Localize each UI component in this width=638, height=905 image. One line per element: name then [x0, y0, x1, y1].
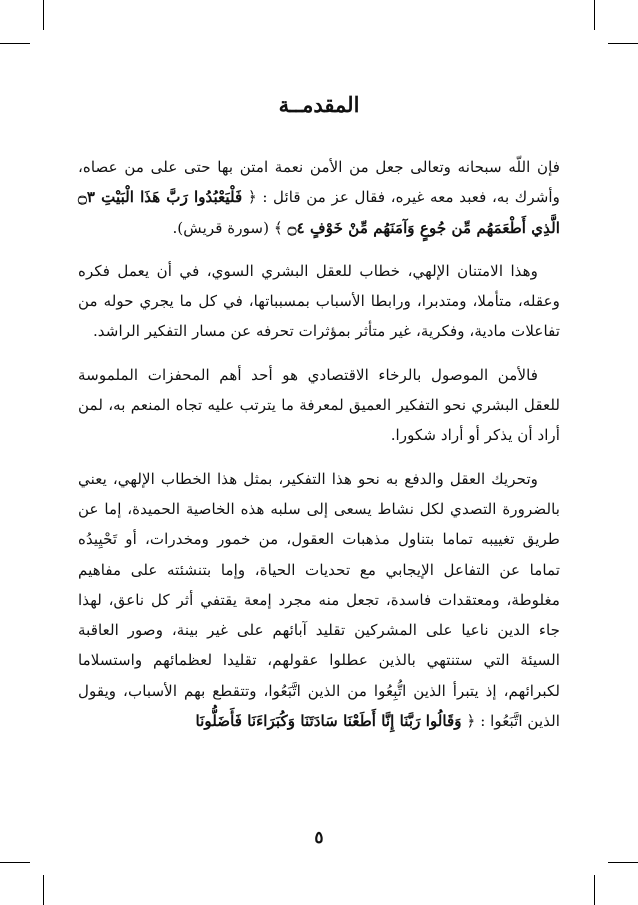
paragraph-4	[78, 464, 560, 737]
crop-mark-bottom-left-v	[43, 875, 44, 905]
crop-mark-bottom-right-v	[594, 875, 595, 905]
page-title: المقدمــة	[278, 92, 360, 117]
paragraph-3: فالأمن الموصول بالرخاء الاقتصادي هو أحد أهم المحفزات الملموسة للعقل البشري نحو التفكير العميق لمعرفة ما يترتب عليه تجاه المنعم به، لمن أراد أن يذكر أو أراد شكورا.	[78, 365, 560, 445]
quran-verse-quraysh: فَلْيَعْبُدُوا رَبَّ هَذَا الْبَيْتِ ۝٣ الَّذِي أَطْعَمَهُم مِّن جُوعٍ وَآمَنَهُم مِّنْ خَوْفٍ ۝٤	[78, 188, 560, 237]
paragraph-2: وهذا الامتنان الإلهي، خطاب للعقل البشري السوي، في أن يعمل فكره وعقله، متأملا، ومتدبرا، ورابطا الأسباب بمسبباتها، في كل ما يجري حوله من تفاعلات مادية، وفكرية، غير متأثر بمؤثرات تحرفه عن مسار التفكير الراشد.	[78, 261, 560, 341]
page-number: ٥	[314, 828, 324, 848]
body-text	[78, 152, 560, 749]
quran-verse-ahzab: وَقَالُوا رَبَّنَا إِنَّا أَطَعْنَا سَادَتَنَا وَكُبَرَاءَنَا فَأَضَلُّونَا	[195, 712, 462, 731]
paragraph-1-text: فإن اللّه سبحانه وتعالى جعل من الأمن نعمة امتن بها حتى على من عصاه، وأشرك به، فعبد معه غيره، فقال عز من قائل : ﴿	[78, 158, 560, 207]
paragraph-4-text: وتحريك العقل والدفع به نحو هذا التفكير، بمثل هذا الخطاب الإلهي، يعني بالضرورة التصدي لكل نشاط يسعى إلى سلبه هذه الخاصية الحميدة، إما عن طريق تغييبه تماما بتناول مذهبات العقول، من خمور ومخدرات، أو تَحْيِيدُه تماما عن التفاعل الإيجابي مع تحديات الحياة، وإما بتنشئته على مفاهيم مغلوطة، ومعتقدات فاسدة، تجعل منه مجرد إمعة يقتفي أثر كل ناعق، لهذا جاء الدين ناعيا على المشركين تقليد آبائهم على غير بينة، وصور العاقبة السيئة التي ستنتهي بالذين عطلوا عقولهم، تقليدا لعظمائهم واستسلاما لكبرائهم، إذ يتبرأ الذين اتُّبِعُوا من الذين اتَّبَعُوا، وتتقطع بهم الأسباب، ويقول الذين اتَّبَعُوا : ﴿	[78, 469, 560, 731]
crop-mark-top-left-v	[43, 0, 44, 30]
paragraph-1-citation: ﴾ (سورة قريش).	[172, 218, 288, 237]
book-page	[78, 70, 560, 850]
paragraph-1	[78, 152, 560, 243]
crop-mark-top-right-v	[594, 0, 595, 30]
crop-mark-top-left-h	[0, 43, 30, 44]
crop-mark-bottom-left-h	[0, 862, 30, 863]
crop-mark-top-right-h	[608, 43, 638, 44]
crop-mark-bottom-right-h	[608, 862, 638, 863]
